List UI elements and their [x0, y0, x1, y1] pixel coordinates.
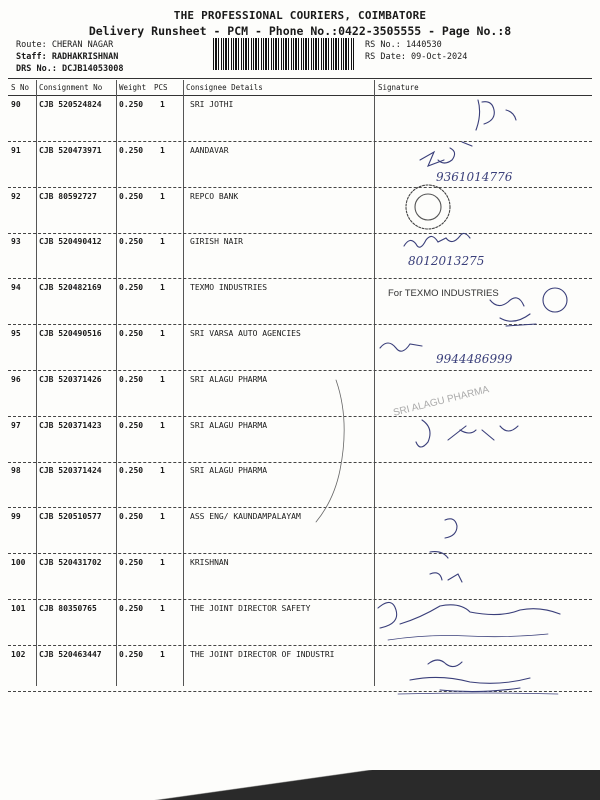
row-sno: 94 — [11, 283, 21, 292]
row-consignee: THE JOINT DIRECTOR SAFETY — [190, 604, 311, 613]
row-weight: 0.250 — [119, 100, 144, 109]
row-consignment-no: CJB 520473971 — [39, 146, 102, 155]
row-divider — [8, 553, 592, 554]
row-consignment-no: CJB 520482169 — [39, 283, 102, 292]
row-pcs: 1 — [160, 329, 165, 338]
row-consignment-no: CJB 520490412 — [39, 237, 102, 246]
row-consignment-no: CJB 520524824 — [39, 100, 102, 109]
row-consignment-no: CJB 520463447 — [39, 650, 102, 659]
row-weight: 0.250 — [119, 237, 144, 246]
row-consignee: KRISHNAN — [190, 558, 229, 567]
row-weight: 0.250 — [119, 558, 144, 567]
barcode-image — [213, 38, 355, 70]
column-header-pcs: PCS — [154, 83, 168, 92]
column-header-consignment: Consignment No — [39, 83, 103, 92]
row-weight: 0.250 — [119, 421, 144, 430]
company-stamp: For TEXMO INDUSTRIES — [388, 288, 499, 299]
row-sno: 93 — [11, 237, 21, 246]
row-consignment-no: CJB 520371426 — [39, 375, 102, 384]
row-sno: 102 — [11, 650, 26, 659]
row-divider — [8, 233, 592, 234]
handwritten-phone: 9361014776 — [436, 170, 513, 184]
row-consignment-no: CJB 80350765 — [39, 604, 97, 613]
rs-number: RS No.: 1440530 — [365, 40, 442, 50]
row-weight: 0.250 — [119, 512, 144, 521]
column-header-consignee: Consignee Details — [186, 83, 263, 92]
row-divider — [8, 599, 592, 600]
row-pcs: 1 — [160, 512, 165, 521]
row-consignee: TEXMO INDUSTRIES — [190, 283, 268, 292]
row-pcs: 1 — [160, 237, 165, 246]
row-pcs: 1 — [160, 604, 165, 613]
row-pcs: 1 — [160, 558, 165, 567]
row-weight: 0.250 — [119, 146, 144, 155]
row-weight: 0.250 — [119, 604, 144, 613]
row-consignee: THE JOINT DIRECTOR OF INDUSTRI — [190, 650, 335, 659]
row-sno: 99 — [11, 512, 21, 521]
row-pcs: 1 — [160, 100, 165, 109]
row-consignee: REPCO BANK — [190, 192, 239, 201]
company-stamp: SRI ALAGU PHARMA — [392, 384, 491, 419]
row-sno: 98 — [11, 466, 21, 475]
row-sno: 100 — [11, 558, 26, 567]
row-pcs: 1 — [160, 650, 165, 659]
row-consignee: GIRISH NAIR — [190, 237, 243, 246]
row-consignee: SRI VARSA AUTO AGENCIES — [190, 329, 301, 338]
company-title: THE PROFESSIONAL COURIERS, COIMBATORE — [173, 9, 427, 22]
row-weight: 0.250 — [119, 466, 144, 475]
column-divider — [116, 80, 117, 686]
row-sno: 95 — [11, 329, 21, 338]
scan-shadow — [0, 770, 600, 800]
row-consignment-no: CJB 80592727 — [39, 192, 97, 201]
row-consignment-no: CJB 520431702 — [39, 558, 102, 567]
row-divider — [8, 416, 592, 417]
handwritten-phone: 8012013275 — [408, 254, 485, 268]
row-sno: 101 — [11, 604, 26, 613]
row-divider — [8, 370, 592, 371]
row-pcs: 1 — [160, 421, 165, 430]
row-divider — [8, 645, 592, 646]
column-header-signature: Signature — [378, 83, 419, 92]
drs-number: DRS No.: DCJB14053008 — [16, 64, 124, 74]
route-label: Route: CHERAN NAGAR — [16, 40, 114, 50]
row-consignment-no: CJB 520510577 — [39, 512, 102, 521]
row-consignee: SRI ALAGU PHARMA — [190, 466, 268, 475]
row-weight: 0.250 — [119, 375, 144, 384]
header-rule-bottom — [8, 95, 592, 96]
row-sno: 91 — [11, 146, 21, 155]
row-weight: 0.250 — [119, 283, 144, 292]
row-weight: 0.250 — [119, 192, 144, 201]
column-divider — [183, 80, 184, 686]
column-divider — [36, 80, 37, 686]
row-sno: 97 — [11, 421, 21, 430]
row-consignment-no: CJB 520371423 — [39, 421, 102, 430]
row-divider — [8, 462, 592, 463]
row-consignee: ASS ENG/ KAUNDAMPALAYAM — [190, 512, 301, 521]
staff-label: Staff: RADHAKRISHNAN — [16, 52, 119, 62]
row-pcs: 1 — [160, 192, 165, 201]
row-pcs: 1 — [160, 146, 165, 155]
row-pcs: 1 — [160, 283, 165, 292]
handwritten-phone: 9944486999 — [436, 352, 513, 366]
row-sno: 96 — [11, 375, 21, 384]
row-divider — [8, 324, 592, 325]
row-consignee: SRI ALAGU PHARMA — [190, 375, 268, 384]
row-pcs: 1 — [160, 375, 165, 384]
row-divider — [8, 507, 592, 508]
row-divider — [8, 691, 592, 692]
row-weight: 0.250 — [119, 329, 144, 338]
row-consignee: AANDAVAR — [190, 146, 229, 155]
header-rule-top — [8, 78, 592, 79]
row-divider — [8, 187, 592, 188]
column-header-sno: S No — [11, 83, 30, 92]
row-sno: 92 — [11, 192, 21, 201]
row-sno: 90 — [11, 100, 21, 109]
row-consignment-no: CJB 520371424 — [39, 466, 102, 475]
row-consignee: SRI ALAGU PHARMA — [190, 421, 268, 430]
row-divider — [8, 141, 592, 142]
row-pcs: 1 — [160, 466, 165, 475]
column-header-weight: Weight — [119, 83, 147, 92]
row-divider — [8, 278, 592, 279]
runsheet-subtitle: Delivery Runsheet - PCM - Phone No.:0422-3505555 - Page No.:8 — [88, 24, 512, 38]
row-consignee: SRI JOTHI — [190, 100, 234, 109]
row-consignment-no: CJB 520490516 — [39, 329, 102, 338]
row-weight: 0.250 — [119, 650, 144, 659]
rs-date: RS Date: 09-Oct-2024 — [365, 52, 468, 62]
column-divider — [374, 80, 375, 686]
